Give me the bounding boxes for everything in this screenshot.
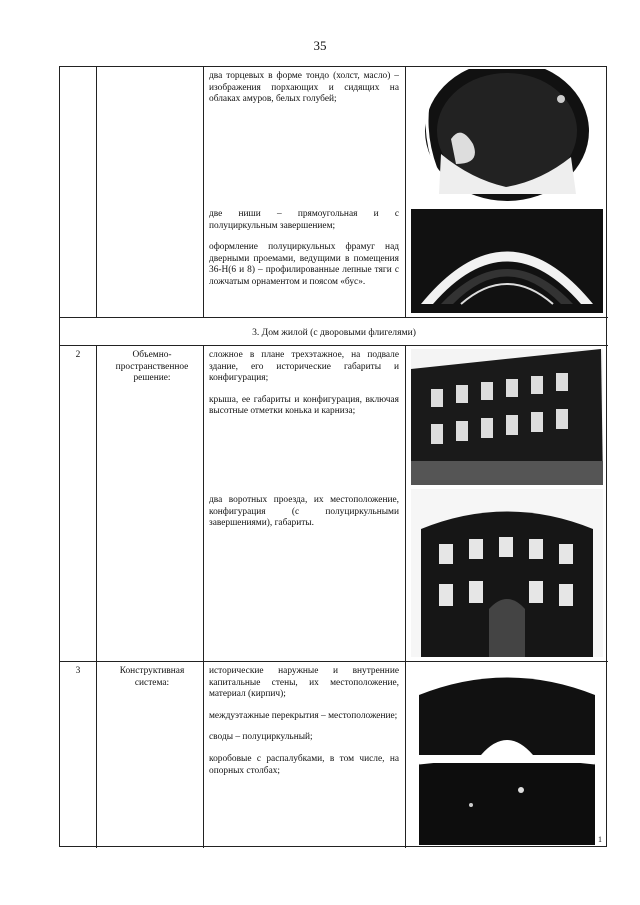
description-cell [209, 209, 399, 289]
description-paragraph: коробовые с распалубками, в том числе, на опорных столбах; [209, 753, 399, 776]
description-cell [209, 495, 399, 530]
description-paragraph: оформление полуциркульных фрамуг над дверными проемами, ведущими в помещения 36-Н(6 и 8) – профилированные лепные тяги с ложчатым орнаментом и поясом «бус». [209, 242, 399, 287]
photo-vault-ceiling [411, 665, 603, 845]
description-paragraph: две ниши – прямоугольная и с полуциркульным завершением; [209, 209, 399, 231]
row-divider [60, 345, 608, 346]
description-cell [209, 71, 399, 106]
column-divider [405, 345, 406, 848]
description-paragraph: два воротных проезда, их местоположение, конфигурация (с полуциркульными завершениями), габариты. [209, 495, 399, 529]
photo-arch-fanlight [411, 209, 603, 313]
section-title: 3. Дом жилой (с дворовыми флигелями) [252, 327, 416, 338]
description-paragraph: сложное в плане трехэтажное, на подвале здание, его исторические габариты и конфигурация; [209, 350, 399, 384]
description-cell [209, 350, 399, 418]
row-divider [60, 317, 608, 318]
row-label: Объемно-пространственное решение: [115, 350, 189, 384]
row-divider [60, 661, 608, 662]
description-paragraph: своды – полуциркульный; [209, 732, 313, 743]
description-paragraph: междуэтажные перекрытия – местоположение; [209, 710, 398, 721]
photo-building-gate [411, 489, 603, 657]
description-cell [209, 666, 399, 777]
description-paragraph: два торцевых в форме тондо (холст, масло) – изображения порхающих и сидящих на облаках амуров, белых голубей; [209, 71, 399, 105]
description-paragraph: исторические наружные и внутренние капитальные стены, их местоположение, материал (кирпич); [209, 666, 399, 700]
column-divider [203, 345, 204, 848]
page-number: 35 [313, 38, 327, 53]
row-number: 3 [75, 666, 81, 676]
corner-mark: 1 [598, 835, 602, 844]
column-divider [96, 67, 97, 848]
row-number: 2 [75, 350, 81, 360]
row-label: Конструктивная система: [119, 666, 185, 688]
column-divider [203, 67, 204, 317]
heritage-table [59, 66, 607, 847]
column-divider [405, 67, 406, 317]
description-paragraph: крыша, ее габариты и конфигурация, включая высотные отметки конька и карниза; [209, 394, 399, 417]
photo-tondo-painting [411, 69, 603, 203]
photo-building-facade [411, 349, 603, 485]
